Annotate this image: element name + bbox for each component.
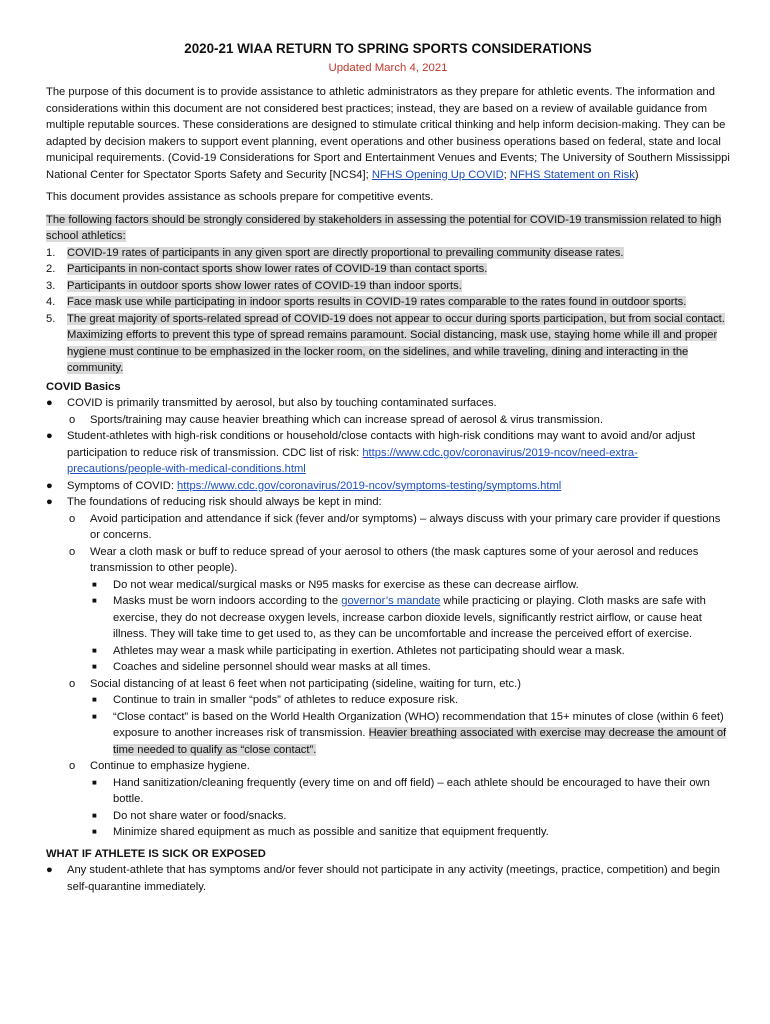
list-item: ● Any student-athlete that has symptoms and/or fever should not participate in any activity (meetings, practice, competition) and begin self-quarantine immediately. (46, 864, 720, 893)
list-item: ● COVID is primarily transmitted by aerosol, but also by touching contaminated surfaces. (46, 395, 730, 412)
sick-exposed-heading: WHAT IF ATHLETE IS SICK OR EXPOSED (46, 847, 266, 860)
list-item: ■ Athletes may wear a mask while participating in exertion. Athletes not participating should wear a mask. (46, 643, 730, 660)
list-item: ■ Minimize shared equipment as much as possible and sanitize that equipment frequently. (46, 824, 730, 841)
bullet-icon: ● (46, 496, 53, 508)
list-item: ■ Coaches and sideline personnel should wear masks at all times. (46, 659, 730, 676)
square-bullet-icon: ■ (92, 662, 97, 671)
circle-bullet-icon: o (69, 760, 76, 772)
cdc-high-risk-link[interactable]: https://www.cdc.gov/coronavirus/2019-ncov/need-extra-precautions/people-with-medical-conditions.html (67, 446, 638, 475)
square-bullet-icon: ■ (92, 711, 97, 721)
bullet-icon: ● (46, 864, 53, 876)
circle-bullet-icon: o (69, 545, 76, 558)
factors-section (46, 212, 730, 377)
circle-bullet-icon: o (69, 677, 76, 690)
factor-item: 4. Face mask use while participating in indoor sports results in COVID-19 rates comparable to the rates found in outdoor sports. (46, 296, 687, 308)
square-bullet-icon: ■ (92, 695, 97, 704)
square-bullet-icon: ■ (92, 645, 97, 655)
square-bullet-icon: ■ (92, 579, 97, 589)
bullet-icon: ● (46, 430, 53, 442)
assist-paragraph: This document provides assistance as schools prepare for competitive events. (46, 191, 434, 203)
list-item: ■ Continue to train in smaller “pods” of athletes to reduce exposure risk. (46, 692, 730, 709)
factors-lead: The following factors should be strongly considered by stakeholders in assessing the potential for COVID-19 transmission related to high school athletics: (46, 213, 722, 242)
cdc-symptoms-link[interactable]: https://www.cdc.gov/coronavirus/2019-ncov/symptoms-testing/symptoms.html (177, 479, 562, 492)
document-page (46, 40, 730, 895)
list-item: o Continue to emphasize hygiene. (46, 758, 730, 775)
nfhs-opening-up-covid-link[interactable]: NFHS Opening Up COVID (371, 168, 504, 181)
list-item: ● Symptoms of COVID: https://www.cdc.gov/coronavirus/2019-ncov/symptoms-testing/symptoms.html (46, 478, 730, 495)
square-bullet-icon: ■ (92, 777, 97, 787)
bullet-icon: ● (46, 397, 53, 409)
circle-bullet-icon: o (69, 413, 76, 426)
factor-item: 1. COVID-19 rates of participants in any given sport are directly proportional to prevailing community disease rates. (46, 246, 624, 259)
square-bullet-icon: ■ (92, 810, 97, 820)
list-item: ■ Do not share water or food/snacks. (46, 808, 730, 825)
updated-date: Updated March 4, 2021 (328, 62, 448, 74)
intro-paragraph: The purpose of this document is to provide assistance to athletic administrators as they prepare for athletic events. The information and considerations within this document are not considered best practices; instead, they are based on a review of available guidance from multiple reputable sources. These considerations are designed to stimulate critical thinking and help inform decision-making. They can be adapted by decision makers to support event planning, event operations and other business operations based on federal, state and local municipal requirements. (Covid-19 Considerations for Sport and Entertainment Venues and Events; The University of Southern Mississippi National Center for Spectator Sports Safety and Security [NCS4]; NFHS Opening Up COVID; NFHS Statement on Risk) (46, 86, 730, 181)
square-bullet-icon: ■ (92, 827, 97, 836)
list-item: ● Student-athletes with high-risk conditions or household/close contacts with high-risk conditions may want to avoid and/or adjust participation to reduce risk of transmission. CDC list of risk: https://www.cdc.gov/coronavirus/2019-ncov/need-extra-precautions/people-with-medical-conditions.html (46, 430, 696, 475)
list-item: o Social distancing of at least 6 feet when not participating (sideline, waiting for turn, etc.) (46, 676, 730, 693)
factor-item: 5. The great majority of sports-related spread of COVID-19 does not appear to occur during sports participation, but from social contact. Maximizing efforts to prevent this type of spread remains paramount. Social distancing, mask use, staying home while ill and proper hygiene must continue to be emphasized in the locker room, on the sidelines, and while traveling, dining and interacting in the community. (46, 312, 725, 374)
circle-bullet-icon: o (69, 512, 76, 525)
list-item: ■ Masks must be worn indoors according to the governor’s mandate while practicing or playing. Cloth masks are safe with exercise, they do not decrease oxygen levels, increase carbon dioxide levels, significantly restrict airflow, or cause heat illness. They will take time to get used to, as they can be uncomfortable and increase the perceived effort of exercise. (92, 595, 706, 640)
sick-exposed-list (46, 862, 730, 895)
list-item: ■ Do not wear medical/surgical masks or N95 masks for exercise as these can decrease airflow. (46, 577, 730, 594)
governors-mandate-link[interactable]: governor’s mandate (341, 595, 441, 607)
covid-basics-list (46, 395, 730, 841)
page-title: 2020-21 WIAA RETURN TO SPRING SPORTS CONSIDERATIONS (184, 41, 592, 56)
square-bullet-icon: ■ (92, 596, 97, 605)
list-item: o Sports/training may cause heavier breathing which can increase spread of aerosol & virus transmission. (46, 412, 730, 429)
list-item: o Wear a cloth mask or buff to reduce spread of your aerosol to others (the mask captures some of your aerosol and reduces transmission to other people). (69, 545, 699, 574)
bullet-icon: ● (46, 479, 53, 492)
factor-item: 3. Participants in outdoor sports show lower rates of COVID-19 than indoor sports. (46, 279, 462, 292)
list-item: ■ “Close contact” is based on the World Health Organization (WHO) recommendation that 15+ minutes of close (within 6 feet) exposure to another increases risk of transmission. Heavier breathing associated with exercise may decrease the amount of time needed to qualify as “close contact”. (92, 710, 727, 756)
list-item: ■ Hand sanitization/cleaning frequently (every time on and off field) – each athlete should be encouraged to have their own bottle. (92, 776, 710, 805)
list-item: ● The foundations of reducing risk should always be kept in mind: (46, 494, 730, 511)
nfhs-statement-on-risk-link[interactable]: NFHS Statement on Risk (509, 168, 635, 181)
list-item: o Avoid participation and attendance if sick (fever and/or symptoms) – always discuss with your primary care provider if questions or concerns. (69, 512, 721, 541)
factor-item: 2. Participants in non-contact sports show lower rates of COVID-19 than contact sports. (46, 263, 488, 275)
covid-basics-heading: COVID Basics (46, 380, 121, 393)
